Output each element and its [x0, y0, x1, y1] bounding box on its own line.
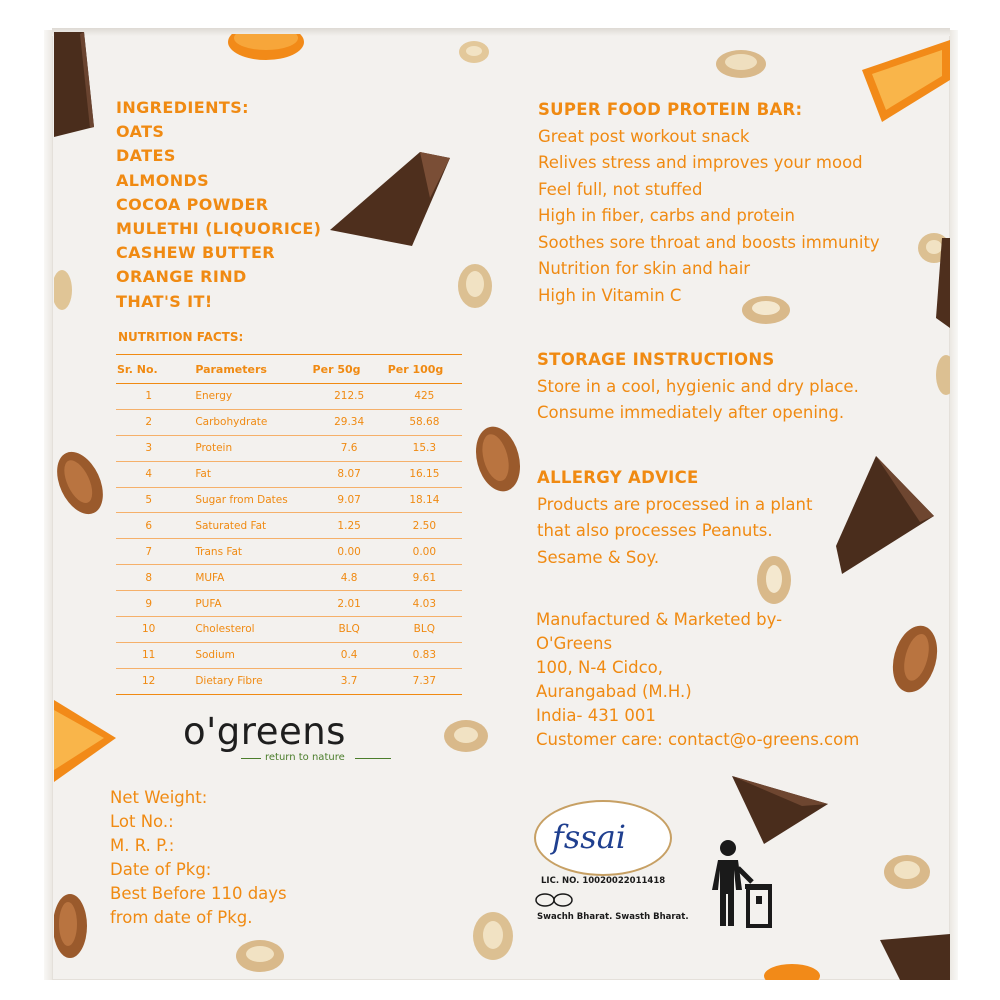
parameter-cell: Fat [181, 461, 311, 487]
nutrition-row [116, 435, 462, 461]
benefits-title: SUPER FOOD PROTEIN BAR: [538, 100, 803, 119]
ingredient-item: MULETHI (LIQUORICE) [116, 219, 322, 239]
nutrition-row [116, 642, 462, 668]
per-50g-cell: 3.7 [312, 668, 387, 694]
parameter-cell: Trans Fat [181, 539, 311, 565]
customer-care-line: Customer care: contact@o-greens.com [536, 730, 860, 749]
oat-flake-icon [442, 716, 490, 756]
ingredient-item: THAT'S IT! [116, 291, 213, 311]
allergy-line: Products are processed in a plant [537, 494, 813, 514]
per-100g-cell: 16.15 [387, 461, 462, 487]
parameter-cell: Saturated Fat [181, 513, 311, 539]
nutrition-row [116, 617, 462, 643]
chocolate-piece-icon [732, 776, 830, 846]
best-before-label: Best Before 110 days [110, 884, 287, 903]
per-50g-cell: 1.25 [312, 513, 387, 539]
net-weight-label: Net Weight: [110, 788, 208, 807]
ingredient-item: ORANGE RIND [116, 267, 247, 287]
parameter-cell: Carbohydrate [181, 409, 311, 435]
nutrition-row [116, 539, 462, 565]
sr-no-cell: 6 [116, 513, 181, 539]
nutrition-row [116, 487, 462, 513]
oat-flake-icon [455, 262, 495, 310]
allergy-title: ALLERGY ADVICE [537, 468, 699, 487]
sr-no-cell: 11 [116, 642, 181, 668]
benefit-item: High in Vitamin C [538, 285, 682, 305]
oat-flake-icon [932, 352, 950, 398]
date-of-pkg-label: Date of Pkg: [110, 860, 212, 879]
oat-flake-icon [234, 936, 286, 976]
per-50g-cell: 0.00 [312, 539, 387, 565]
per-50g-cell: 0.4 [312, 642, 387, 668]
benefit-item: Soothes sore throat and boosts immunity [538, 232, 880, 252]
orange-slice-icon [54, 700, 116, 782]
parameter-cell: MUFA [181, 565, 311, 591]
nutrition-facts-title: NUTRITION FACTS: [118, 330, 244, 344]
nutrition-row [116, 461, 462, 487]
header-parameters: Parameters [181, 355, 311, 384]
manufacturer-line: O'Greens [536, 634, 613, 653]
ingredients-list [116, 96, 321, 314]
ingredient-item: DATES [116, 146, 176, 166]
chocolate-piece-icon [836, 456, 936, 576]
sr-no-cell: 2 [116, 409, 181, 435]
parameter-cell: Cholesterol [181, 617, 311, 643]
nutrition-row [116, 668, 462, 694]
sr-no-cell: 9 [116, 591, 181, 617]
nutrition-row [116, 409, 462, 435]
per-100g-cell: 0.83 [387, 642, 462, 668]
sr-no-cell: 10 [116, 617, 181, 643]
chocolate-piece-icon [880, 934, 950, 980]
nutrition-row [116, 565, 462, 591]
parameter-cell: PUFA [181, 591, 311, 617]
parameter-cell: Sugar from Dates [181, 487, 311, 513]
allergy-line: that also processes Peanuts. [537, 521, 773, 540]
per-100g-cell: BLQ [387, 617, 462, 643]
per-100g-cell: 9.61 [387, 565, 462, 591]
header-per-100g: Per 100g [387, 355, 462, 384]
fssai-license-number: LIC. NO. 10020022011418 [541, 876, 666, 886]
per-100g-cell: 4.03 [387, 591, 462, 617]
per-50g-cell: 9.07 [312, 487, 387, 513]
tagline-rule-right [355, 758, 391, 759]
ogreens-logo [183, 710, 397, 770]
manufacturer-line: India- 431 001 [536, 706, 656, 725]
chocolate-piece-icon [54, 32, 114, 142]
dispose-in-bin-icon [708, 838, 772, 928]
nutrition-row [116, 384, 462, 410]
mrp-label: M. R. P.: [110, 836, 175, 855]
ingredients-title: INGREDIENTS: [116, 98, 249, 117]
nutrition-row [116, 513, 462, 539]
almond-icon [54, 890, 94, 962]
manufacturer-line: Manufactured & Marketed by- [536, 610, 783, 629]
header-per-50g: Per 50g [312, 355, 387, 384]
per-100g-cell: 18.14 [387, 487, 462, 513]
almond-icon [474, 424, 522, 494]
best-before-label-cont: from date of Pkg. [110, 908, 253, 927]
chocolate-piece-icon [330, 152, 454, 248]
parameter-cell: Energy [181, 384, 311, 410]
tagline-rule-left [241, 758, 261, 759]
sr-no-cell: 7 [116, 539, 181, 565]
per-50g-cell: 7.6 [312, 435, 387, 461]
oat-flake-icon [882, 850, 932, 894]
per-100g-cell: 7.37 [387, 668, 462, 694]
manufacturer-line: Aurangabad (M.H.) [536, 682, 692, 701]
orange-slice-icon [228, 34, 308, 64]
storage-line: Consume immediately after opening. [537, 403, 845, 422]
benefit-item: Relives stress and improves your mood [538, 153, 863, 172]
parameter-cell: Protein [181, 435, 311, 461]
storage-line: Store in a cool, hygienic and dry place. [537, 376, 859, 396]
sr-no-cell: 1 [116, 384, 181, 410]
oat-flake-icon [54, 268, 74, 312]
benefit-item: Nutrition for skin and hair [538, 259, 751, 278]
per-100g-cell: 15.3 [387, 435, 462, 461]
logo-tagline: return to nature [265, 752, 345, 763]
ingredient-item: ALMONDS [116, 170, 210, 190]
per-50g-cell: 29.34 [312, 409, 387, 435]
per-100g-cell: 58.68 [387, 409, 462, 435]
header-sr-no: Sr. No. [116, 355, 181, 384]
sr-no-cell: 12 [116, 668, 181, 694]
allergy-line: Sesame & Soy. [537, 547, 660, 567]
chocolate-piece-icon [932, 238, 950, 328]
nutrition-table [116, 354, 462, 695]
benefit-item: Great post workout snack [538, 126, 750, 146]
glasses-icon [534, 892, 574, 908]
per-100g-cell: 425 [387, 384, 462, 410]
storage-section [537, 347, 859, 427]
orange-slice-icon [764, 958, 820, 980]
manufacturer-section [536, 608, 859, 752]
manufacturer-line: 100, N-4 Cidco, [536, 658, 664, 677]
allergy-section [537, 465, 812, 571]
oat-flake-icon [713, 46, 769, 82]
parameter-cell: Dietary Fibre [181, 668, 311, 694]
ingredient-item: OATS [116, 122, 165, 142]
per-100g-cell: 2.50 [387, 513, 462, 539]
benefit-item: Feel full, not stuffed [538, 179, 703, 199]
sr-no-cell: 4 [116, 461, 181, 487]
lot-no-label: Lot No.: [110, 812, 174, 831]
per-50g-cell: 4.8 [312, 565, 387, 591]
sr-no-cell: 3 [116, 435, 181, 461]
sr-no-cell: 5 [116, 487, 181, 513]
per-50g-cell: BLQ [312, 617, 387, 643]
almond-icon [54, 448, 106, 518]
ingredient-item: CASHEW BUTTER [116, 243, 276, 263]
pack-info [110, 786, 287, 930]
box-top-edge [52, 28, 950, 36]
per-50g-cell: 212.5 [312, 384, 387, 410]
logo-wordmark: o'greens [183, 710, 346, 753]
nutrition-row [116, 591, 462, 617]
benefits-section [538, 97, 880, 309]
per-50g-cell: 2.01 [312, 591, 387, 617]
almond-icon [890, 622, 940, 696]
per-100g-cell: 0.00 [387, 539, 462, 565]
oat-flake-icon [457, 38, 491, 66]
benefit-item: High in fiber, carbs and protein [538, 206, 795, 225]
ingredient-item: COCOA POWDER [116, 194, 269, 214]
nutrition-header-row [116, 355, 462, 384]
fssai-logo-text: fssai [552, 818, 626, 856]
swachh-bharat-slogan: Swachh Bharat. Swasth Bharat. [537, 912, 689, 922]
sr-no-cell: 8 [116, 565, 181, 591]
storage-title: STORAGE INSTRUCTIONS [537, 350, 775, 369]
parameter-cell: Sodium [181, 642, 311, 668]
per-50g-cell: 8.07 [312, 461, 387, 487]
oat-flake-icon [470, 910, 516, 962]
